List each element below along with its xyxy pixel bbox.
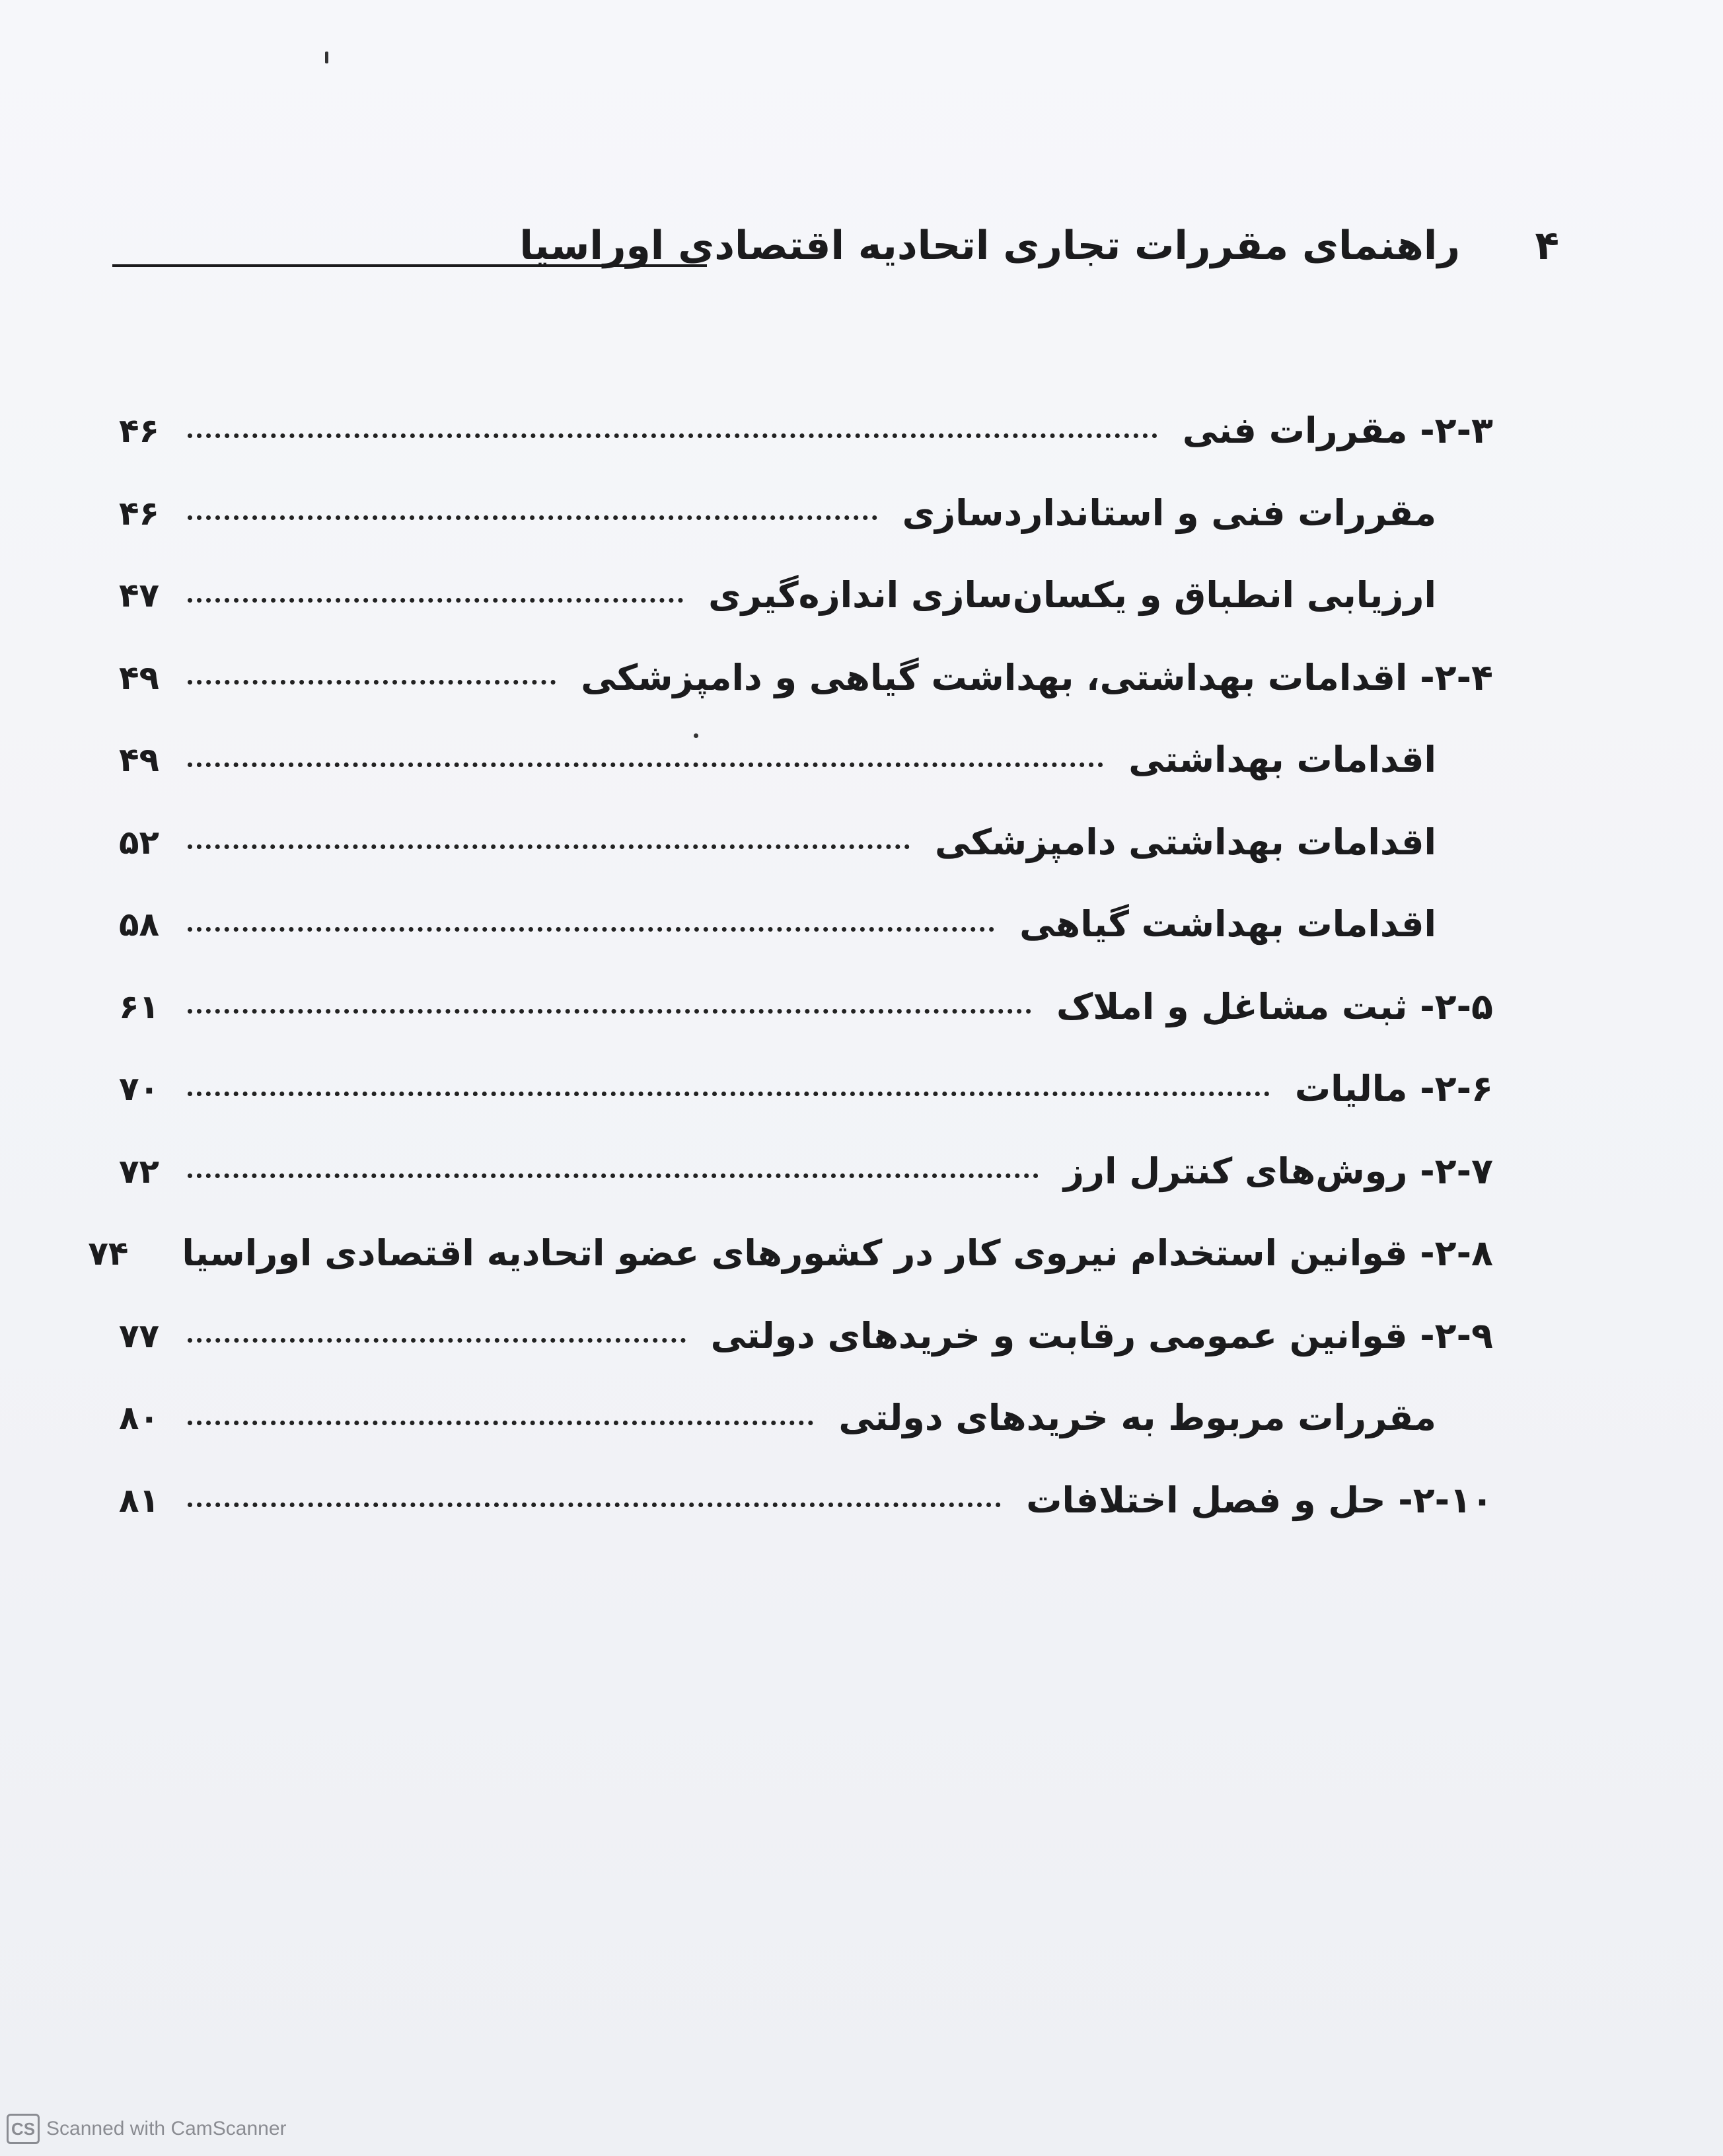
dot-leader	[188, 1009, 1031, 1014]
toc-entry-title: اقدامات بهداشتی دامپزشکی	[935, 821, 1436, 863]
camscanner-logo-icon: CS	[7, 2114, 40, 2144]
toc-entry-page: ۴۶	[119, 412, 160, 451]
dot-leader	[188, 1092, 1270, 1096]
toc-entry-title: مقررات مربوط به خریدهای دولتی	[838, 1397, 1436, 1439]
toc-entry-title: ۲-۴- اقدامات بهداشتی، بهداشت گیاهی و دامپزشکی	[581, 656, 1493, 698]
toc-entry	[119, 801, 1493, 884]
toc-entry-page: ۷۰	[119, 1070, 160, 1109]
table-of-contents	[88, 390, 1493, 1542]
dot-leader	[188, 680, 556, 685]
book-title: راهنمای مقررات تجاری اتحادیه اقتصادی اوراسیا	[519, 223, 1460, 269]
toc-entry-title: مقررات فنی و استانداردسازی	[902, 492, 1436, 534]
toc-entry-page: ۷۴	[88, 1234, 129, 1273]
toc-entry	[119, 1295, 1493, 1378]
camscanner-watermark	[7, 2114, 287, 2144]
toc-entry-page: ۵۲	[119, 823, 160, 862]
toc-entry	[119, 1460, 1493, 1542]
toc-entry	[119, 637, 1493, 720]
toc-entry-page: ۸۰	[119, 1399, 160, 1438]
running-header	[112, 219, 1559, 279]
dot-leader	[188, 598, 683, 603]
toc-entry-title: اقدامات بهداشتی	[1128, 739, 1436, 781]
toc-entry-page: ۷۲	[119, 1152, 160, 1191]
dot-leader	[188, 927, 994, 932]
toc-entry-page: ۴۶	[119, 494, 160, 533]
toc-entry-title: ۲-۸- قوانین استخدام نیروی کار در کشورهای عضو اتحادیه اقتصادی اوراسیا	[182, 1232, 1493, 1275]
toc-entry	[119, 390, 1493, 472]
toc-entry-page: ۷۷	[119, 1316, 160, 1355]
toc-entry	[119, 1048, 1493, 1131]
toc-entry-page: ۴۹	[119, 741, 160, 780]
toc-entry	[119, 472, 1493, 555]
dot-leader	[188, 1173, 1039, 1178]
toc-entry-page: ۸۱	[119, 1481, 160, 1520]
dot-leader	[188, 433, 1157, 438]
toc-entry-title: ارزیابی انطباق و یکسان‌سازی اندازه‌گیری	[708, 574, 1436, 616]
toc-entry	[119, 554, 1493, 637]
toc-entry-title: ۲-۳- مقررات فنی	[1182, 410, 1493, 452]
dot-leader	[188, 515, 877, 520]
watermark-text: Scanned with CamScanner	[46, 2118, 287, 2139]
dot-leader	[188, 1338, 686, 1343]
dot-leader	[188, 844, 910, 849]
toc-entry-page: ۴۷	[119, 576, 160, 615]
toc-entry	[119, 1377, 1493, 1460]
dot-leader	[188, 1503, 1001, 1507]
toc-entry-page: ۵۸	[119, 905, 160, 944]
dot-leader	[188, 762, 1103, 767]
toc-entry	[119, 966, 1493, 1049]
toc-entry	[88, 1212, 1493, 1295]
dot-leader	[188, 1421, 813, 1425]
toc-entry-title: ۲-۵- ثبت مشاغل و املاک	[1056, 985, 1493, 1027]
toc-entry-title: ۲-۶- مالیات	[1294, 1068, 1493, 1110]
toc-entry-title: ۲-۷- روش‌های کنترل ارز	[1063, 1150, 1493, 1192]
scan-speck	[325, 52, 328, 63]
page-number: ۴	[1535, 223, 1559, 269]
toc-entry-title: ۲-۹- قوانین عمومی رقابت و خریدهای دولتی	[710, 1314, 1493, 1357]
toc-entry	[119, 1131, 1493, 1213]
toc-entry	[119, 719, 1493, 801]
toc-entry	[119, 883, 1493, 966]
toc-entry-page: ۴۹	[119, 658, 160, 697]
toc-entry-title: اقدامات بهداشت گیاهی	[1019, 903, 1436, 946]
toc-entry-page: ۶۱	[119, 987, 160, 1026]
toc-entry-title: ۲-۱۰- حل و فصل اختلافات	[1026, 1479, 1493, 1521]
